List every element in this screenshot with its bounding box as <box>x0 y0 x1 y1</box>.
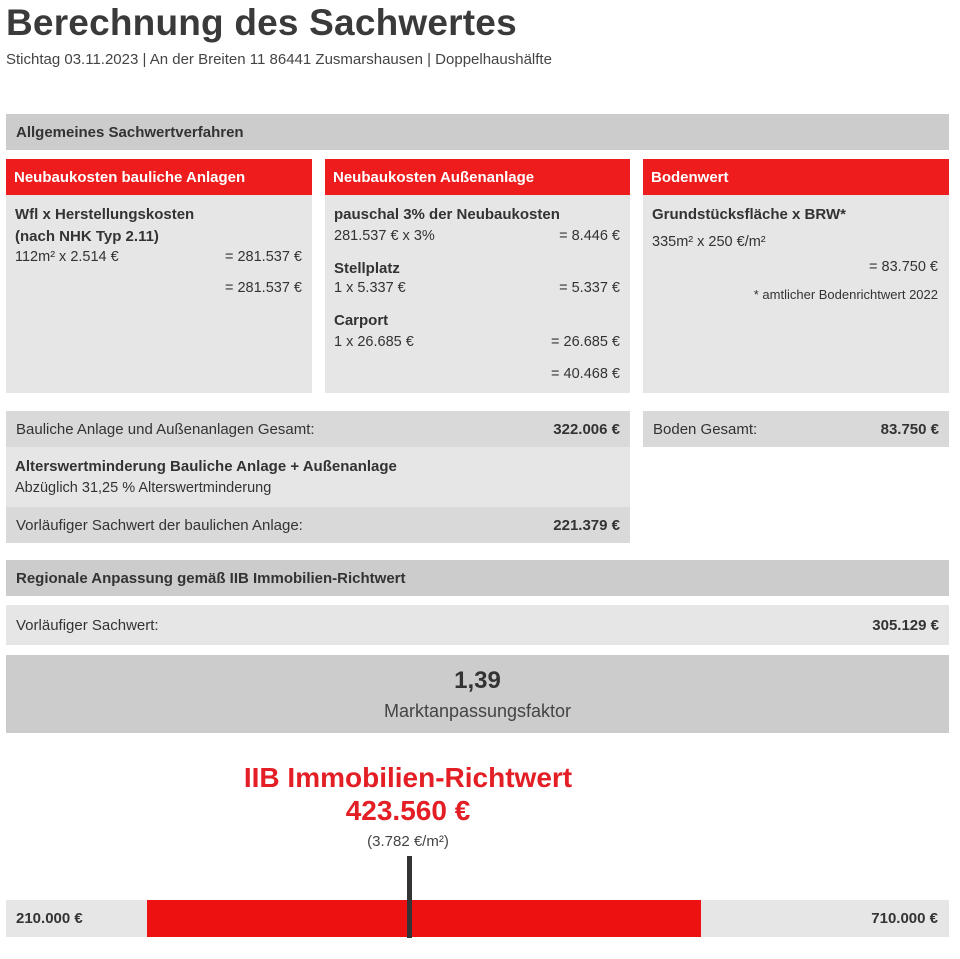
panel-building-costs <box>6 159 312 393</box>
panel-land-value <box>643 159 949 393</box>
richtwert-value: 423.560 € <box>345 795 471 826</box>
value-range-fill <box>147 900 701 937</box>
land-value: = 83.750 € <box>869 259 938 275</box>
prelim-building-label: Vorläufiger Sachwert der baulichen Anlage: <box>16 516 303 534</box>
prelim-building-row <box>6 507 630 543</box>
land-calc: 335m² x 250 €/m² <box>652 234 766 250</box>
carport-label: Carport <box>334 312 389 329</box>
building-calc: 112m² x 2.514 € <box>15 249 119 265</box>
outdoor-flat-rate-label: pauschal 3% der Neubaukosten <box>334 206 560 223</box>
prelim-value-amount: 305.129 € <box>872 616 939 634</box>
page-subtitle: Stichtag 03.11.2023 | An der Breiten 11 86441 Zusmarshausen | Doppelhaushälfte <box>6 51 552 68</box>
prelim-value-row <box>6 605 949 645</box>
panel-header-outdoor-costs: Neubaukosten Außenanlage <box>325 159 630 195</box>
richtwert-title: IIB Immobilien-Richtwert <box>243 762 573 793</box>
land-total-row <box>643 411 949 447</box>
market-factor-label: Marktanpassungsfaktor <box>383 701 572 721</box>
building-formula-label: Wfl x Herstellungskosten <box>15 206 195 223</box>
richtwert-per-sqm: (3.782 €/m²) <box>367 833 449 850</box>
section-header-regional: Regionale Anpassung gemäß IIB Immobilien-Richtwert <box>6 560 949 596</box>
outdoor-flat-rate-calc: 281.537 € x 3% <box>334 228 435 244</box>
parking-label: Stellplatz <box>334 260 400 277</box>
building-nhk-type-label: (nach NHK Typ 2.11) <box>15 228 159 245</box>
land-total-amount: 83.750 € <box>880 420 939 438</box>
outdoor-flat-rate-value: = 8.446 € <box>559 228 620 244</box>
carport-value: = 26.685 € <box>551 334 620 350</box>
section-header-general: Allgemeines Sachwertverfahren <box>6 114 949 150</box>
panel-header-land-value: Bodenwert <box>643 159 949 195</box>
land-formula-label: Grundstücksfläche x BRW* <box>652 206 846 223</box>
depreciation-panel <box>6 447 630 507</box>
value-range-marker <box>407 856 412 938</box>
value-range-max: 710.000 € <box>871 910 938 927</box>
panel-header-building-costs: Neubaukosten bauliche Anlagen <box>6 159 312 195</box>
prelim-building-amount: 221.379 € <box>553 516 620 534</box>
depreciation-title: Alterswertminderung Bauliche Anlage + Außenanlage <box>15 458 397 475</box>
prelim-value-label: Vorläufiger Sachwert: <box>16 616 159 634</box>
land-reference-note: * amtlicher Bodenrichtwert 2022 <box>753 287 938 302</box>
page-title: Berechnung des Sachwertes <box>6 2 517 43</box>
parking-value: = 5.337 € <box>559 280 620 296</box>
depreciation-text: Abzüglich 31,25 % Alterswertminderung <box>15 480 272 496</box>
building-total-value: = 281.537 € <box>224 280 302 296</box>
value-range-min: 210.000 € <box>16 910 83 927</box>
building-total-row <box>6 411 630 447</box>
building-total-label: Bauliche Anlage und Außenanlagen Gesamt: <box>16 420 315 438</box>
market-factor-value: 1,39 <box>454 667 501 694</box>
building-total-amount: 322.006 € <box>553 420 620 438</box>
carport-calc: 1 x 26.685 € <box>334 334 414 350</box>
market-factor-box <box>6 655 949 733</box>
parking-calc: 1 x 5.337 € <box>334 280 406 296</box>
building-calc-value: = 281.537 € <box>224 249 302 265</box>
land-total-label: Boden Gesamt: <box>653 420 758 438</box>
outdoor-total-value: = 40.468 € <box>551 366 620 382</box>
